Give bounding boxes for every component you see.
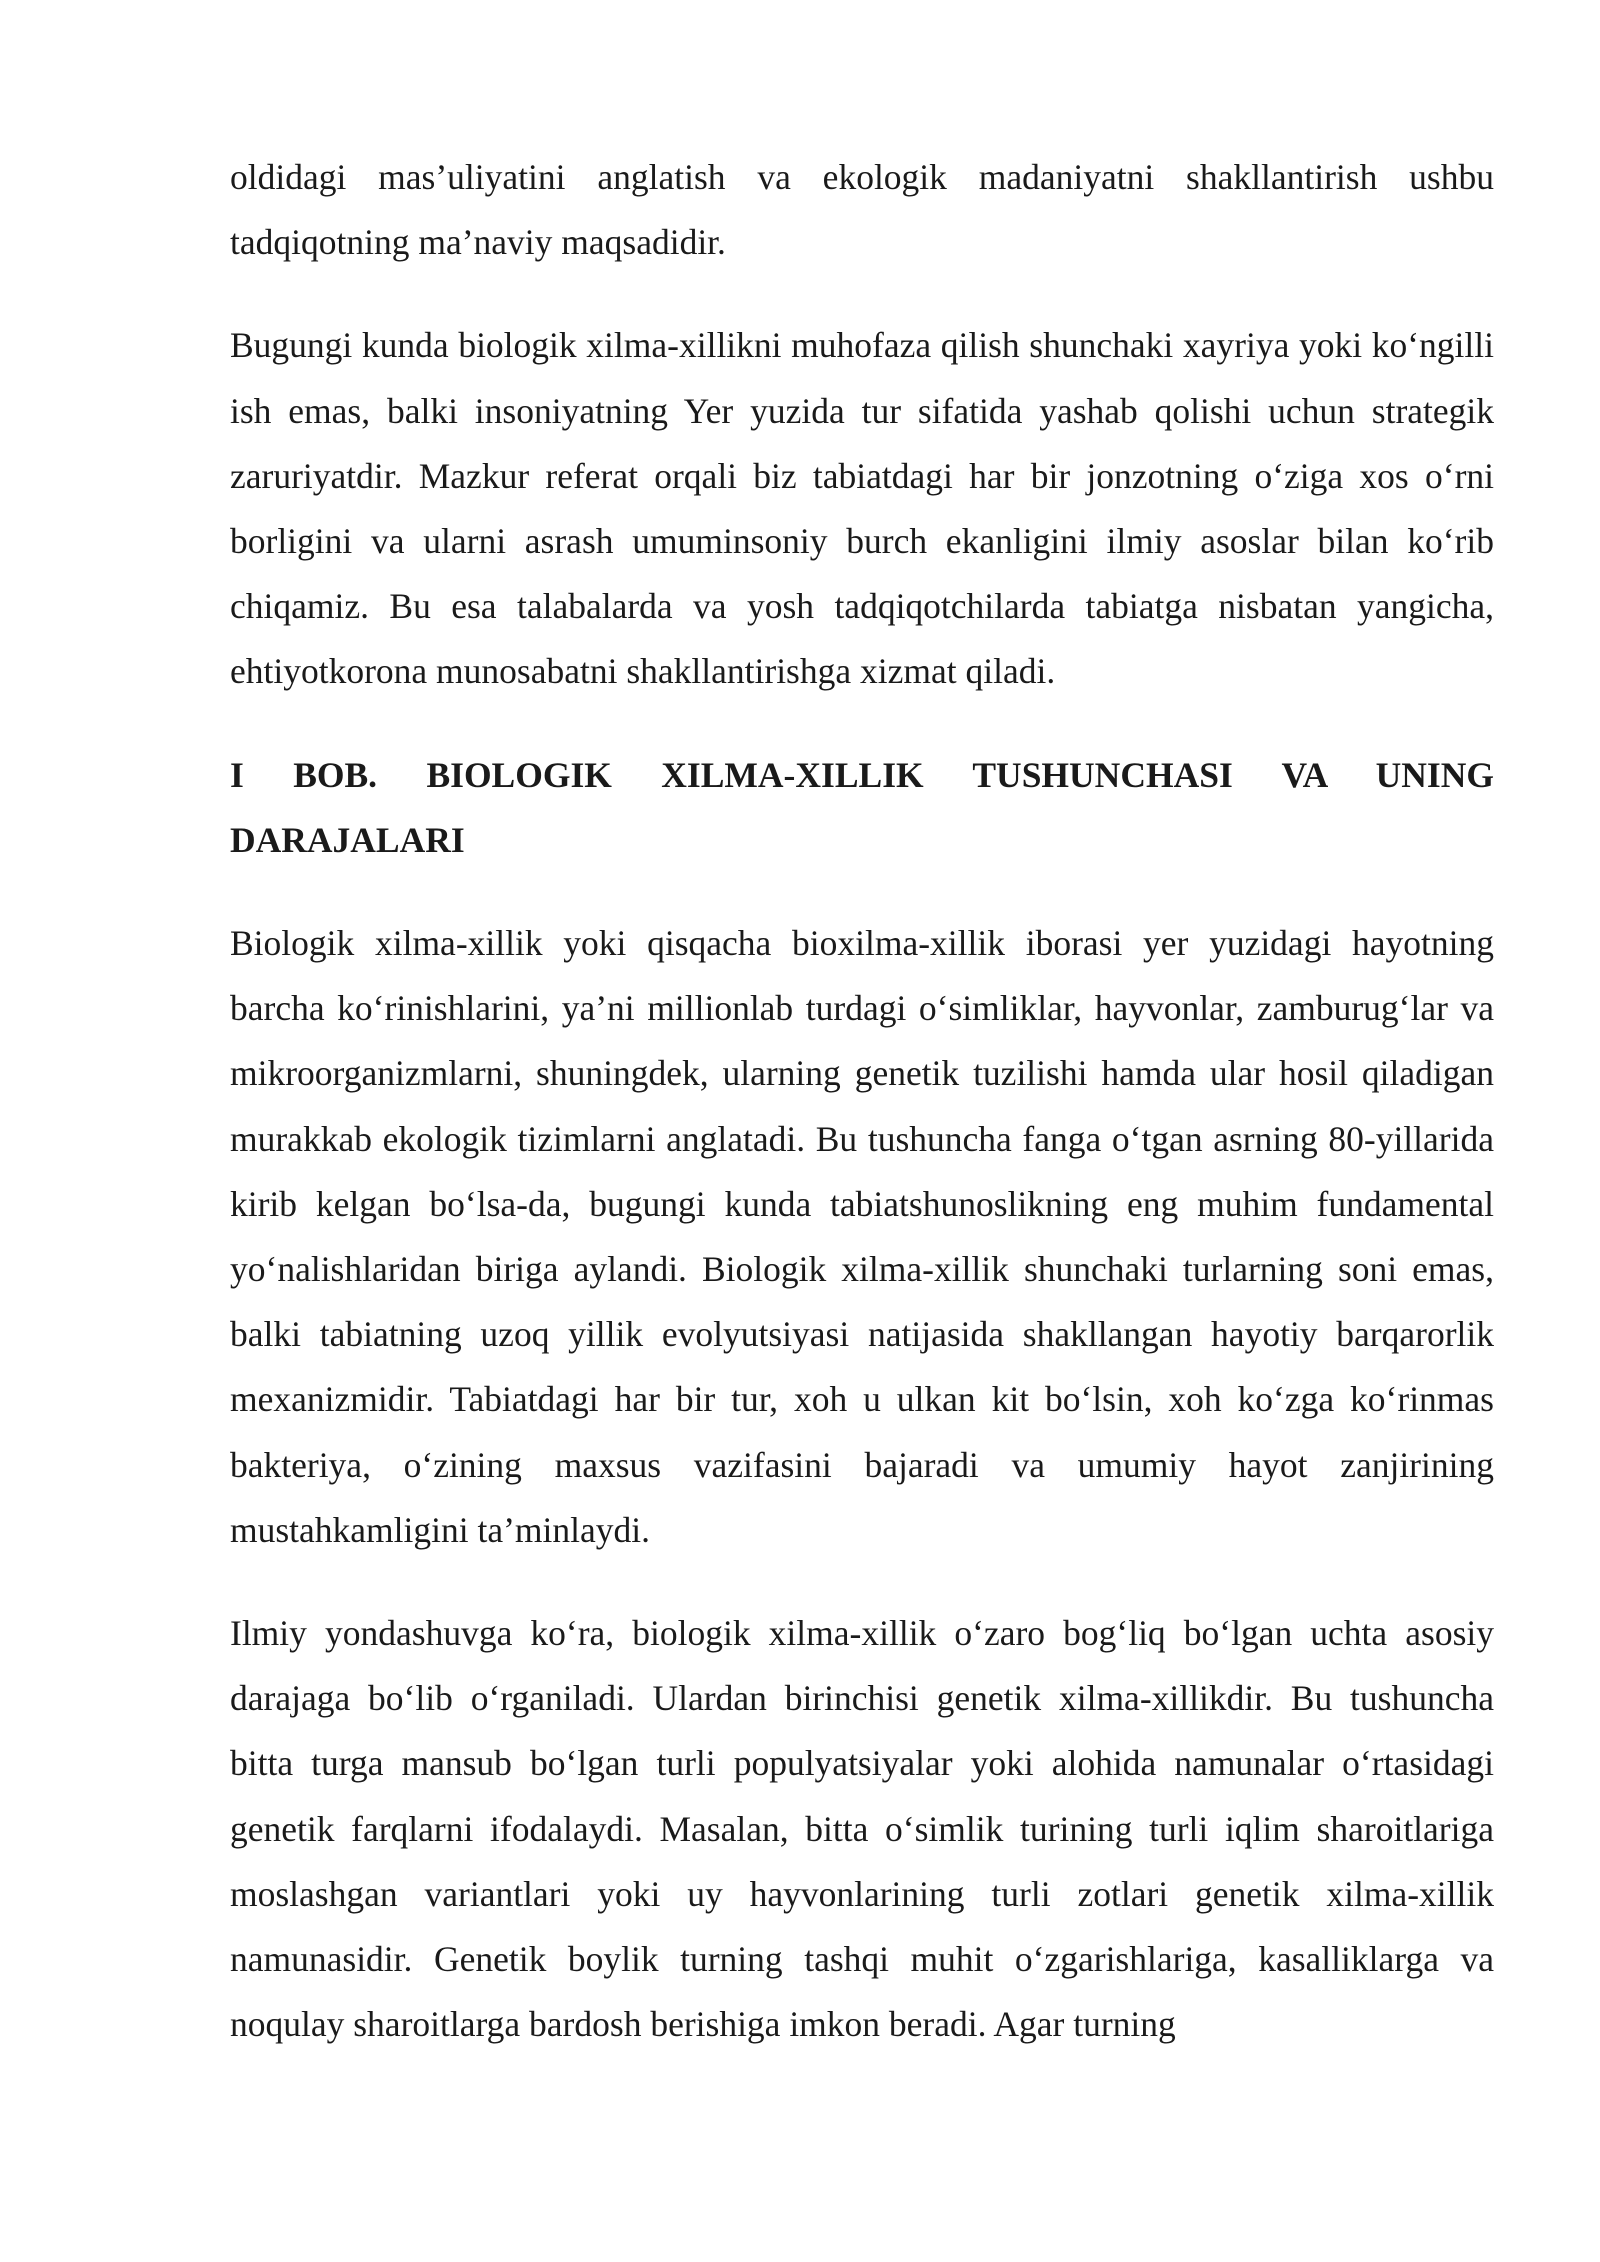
chapter-heading: I BOB. BIOLOGIK XILMA-XILLIK TUSHUNCHASI VA UNING DARAJALARI <box>230 754 1494 860</box>
paragraph-biodiversity-levels: Ilmiy yondashuvga ko‘ra, biologik xilma-xillik o‘zaro bog‘liq bo‘lgan uchta asosiy darajaga bo‘lib o‘rganiladi. Ulardan birinchisi genetik xilma-xillikdir. Bu tushuncha bitta turga mansub bo‘lgan turli populyatsiyalar yoki alohida namunalar o‘rtasidagi genetik farqlarni ifodalaydi. Masalan, bitta o‘simlik turining turli iqlim sharoitlariga moslashgan variantlari yoki uy hayvonlarining turli zotlari genetik xilma-xillik namunasidir. Genetik boylik turning tashqi muhit o‘zgarishlariga, kasalliklarga va noqulay sharoitlarga bardosh berishiga imkon beradi. Agar turning <box>230 1613 1494 2045</box>
paragraph-biodiversity-importance: Bugungi kunda biologik xilma-xillikni muhofaza qilish shunchaki xayriya yoki ko‘ngilli ish emas, balki insoniyatning Yer yuzida tur sifatida yashab qolishi uchun strategik zaruriyatdir. Mazkur referat orqali biz tabiatdagi har bir jonzotning o‘ziga xos o‘rni borligini va ularni asrash umuminsoniy burch ekanligini ilmiy asoslar bilan ko‘rib chiqamiz. Bu esa talabalarda va yosh tadqiqotchilarda tabiatga nisbatan yangicha, ehtiyotkorona munosabatni shakllantirishga xizmat qiladi. <box>230 325 1494 692</box>
paragraph-biodiversity-definition: Biologik xilma-xillik yoki qisqacha bioxilma-xillik iborasi yer yuzidagi hayotning barcha ko‘rinishlarini, ya’ni millionlab turdagi o‘simliklar, hayvonlar, zamburug‘lar va mikroorganizmlarni, shuningdek, ularning genetik tuzilishi hamda ular hosil qiladigan murakkab ekologik tizimlarni anglatadi. Bu tushuncha fanga o‘tgan asrning 80-yillarida kirib kelgan bo‘lsa-da, bugungi kunda tabiatshunoslikning eng muhim fundamental yo‘nalishlaridan biriga aylandi. Biologik xilma-xillik shunchaki turlarning soni emas, balki tabiatning uzoq yillik evolyutsiyasi natijasida shakllangan hayotiy barqarorlik mexanizmidir. Tabiatdagi har bir tur, xoh u ulkan kit bo‘lsin, xoh ko‘zga ko‘rinmas bakteriya, o‘zining maxsus vazifasini bajaradi va umumiy hayot zanjirining mustahkamligini ta’minlaydi. <box>230 923 1494 1550</box>
paragraph-intro-continuation: oldidagi mas’uliyatini anglatish va ekologik madaniyatni shakllantirish ushbu tadqiqotning ma’naviy maqsadidir. <box>230 157 1494 263</box>
document-body <box>230 145 1494 2057</box>
